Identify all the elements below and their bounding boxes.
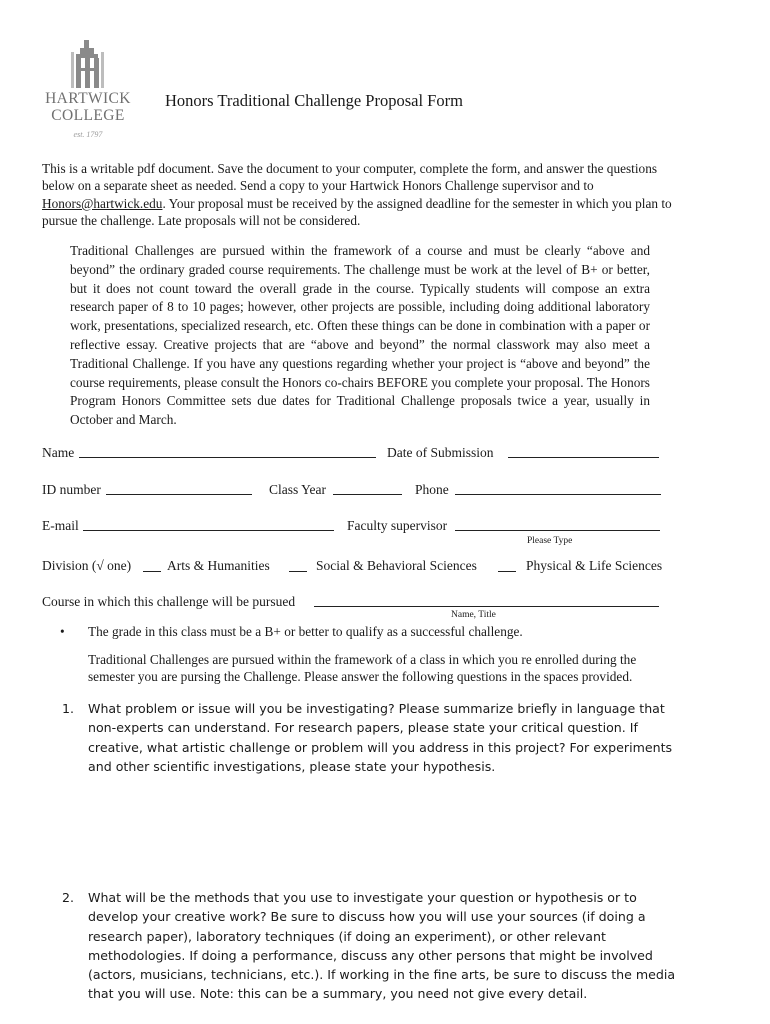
grade-requirement-bullet	[60, 624, 523, 640]
email-field[interactable]	[83, 518, 334, 531]
faculty-field[interactable]	[455, 518, 660, 531]
faculty-label: Faculty supervisor	[347, 518, 448, 533]
division-check-social[interactable]	[289, 559, 307, 572]
division-check-physical[interactable]	[498, 559, 516, 572]
course-field[interactable]	[314, 594, 659, 607]
date-label: Date of Submission	[387, 445, 494, 460]
class-year-field[interactable]	[333, 482, 402, 495]
question-1-number: 1.	[62, 701, 75, 716]
tower-icon	[68, 38, 108, 90]
course-hint: Name, Title	[451, 610, 496, 620]
bullet-icon: •	[60, 624, 65, 639]
division-arts: Arts & Humanities	[167, 558, 270, 573]
description-paragraph: Traditional Challenges are pursued within the framework of a course and must be clearly “above and beyond” the ordinary graded course requirements. The challenge must be work at the level of B+ or better, but it does not count toward the overall grade in the course. Typically students will compose an extra research paper of 8 to 10 pages; however, other projects are possible, including doing additional laboratory work, presentations, specialized research, etc. Often these things can be done in combination with a paper or reflective essay. Creative projects that are “above and beyond” the normal classwork may also meet a Traditional Challenge. If you have any questions regarding whether your project is “above and beyond” the course requirements, please consult the Honors co-chairs BEFORE you complete your proposal. The Honors Program Honors Committee sets due dates for Traditional Challenge proposals twice a year, usually in October and March.	[70, 243, 650, 428]
logo-est: est. 1797	[73, 130, 103, 139]
bullet-text: The grade in this class must be a B+ or better to qualify as a successful challenge.	[88, 624, 523, 639]
honors-email-link[interactable]: Honors@hartwick.edu	[42, 195, 163, 211]
please-type-hint: Please Type	[527, 536, 573, 546]
logo-line-1: HARTWICK	[45, 90, 131, 107]
name-label: Name	[42, 445, 75, 460]
division-check-arts[interactable]	[143, 559, 161, 572]
question-1-text: What problem or issue will you be investigating? Please summarize briefly in language that non-experts can understand. For research papers, please state your critical question. If creative, what artistic challenge or problem will you address in this project? For experiments and other scientific investigations, please state your hypothesis.	[88, 701, 673, 774]
phone-field[interactable]	[455, 482, 661, 495]
question-2-text: What will be the methods that you use to investigate your question or hypothesis or to develop your creative work? Be sure to discuss how you will use your sources (if doing a research paper), laboratory techniques (if doing an experiment), or other relevant methodologies. If doing a performance, discuss any other persons that might be involved (actors, musicians, technicians, etc.). If working in the fine arts, be sure to discuss the media that you will use. Note: this can be a summary, you need not give every detail.	[88, 890, 676, 1002]
division-social: Social & Behavioral Sciences	[316, 558, 477, 573]
course-label: Course in which this challenge will be pursued	[42, 594, 296, 609]
division-physical: Physical & Life Sciences	[526, 558, 663, 573]
id-label: ID number	[42, 482, 101, 497]
intro-text-2: . Your proposal must be received by the assigned deadline for the semester in which you plan to pursue the challenge. Late proposals will not be considered.	[42, 195, 672, 229]
intro-paragraph	[42, 160, 672, 230]
date-field[interactable]	[508, 445, 659, 458]
question-2-number: 2.	[62, 890, 75, 905]
logo-line-2: COLLEGE	[51, 107, 125, 124]
email-label: E-mail	[42, 518, 79, 533]
college-logo	[40, 38, 136, 156]
intro-text-1: This is a writable pdf document. Save the document to your computer, complete the form, and answer the questions below on a separate sheet as needed. Send a copy to your Hartwick Honors Challenge supervisor and to	[42, 161, 658, 194]
page-title: Honors Traditional Challenge Proposal Form	[165, 91, 463, 110]
id-field[interactable]	[106, 482, 252, 495]
instructions-paragraph: Traditional Challenges are pursued within the framework of a class in which you re enrolled during the semester you are pursing the Challenge. Please answer the following questions in the spaces provided.	[88, 652, 637, 684]
class-year-label: Class Year	[269, 482, 327, 497]
phone-label: Phone	[415, 482, 449, 497]
division-label: Division (√ one)	[42, 558, 132, 573]
name-field[interactable]	[79, 445, 376, 458]
